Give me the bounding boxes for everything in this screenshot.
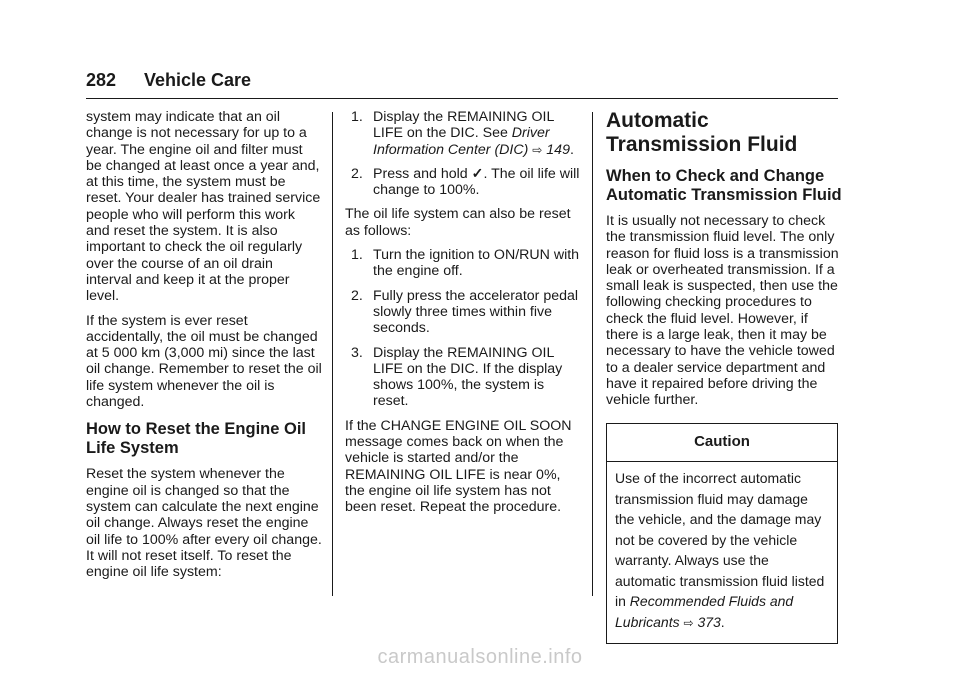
step-text-after: . The oil life will change to 100%. bbox=[373, 165, 580, 199]
caution-end: . bbox=[720, 613, 725, 630]
page-ref-arrow-icon: ⇨ bbox=[683, 615, 694, 630]
section-title: Vehicle Care bbox=[144, 70, 252, 90]
step-end: . bbox=[569, 141, 574, 158]
header-rule bbox=[86, 98, 838, 99]
fluids-reference-link[interactable]: Recommended Fluids and Lubricants bbox=[615, 593, 794, 630]
dic-page-ref[interactable]: 149 bbox=[546, 141, 570, 158]
paragraph-change-oil-soon: If the CHANGE ENGINE OIL SOON message comes back on when the vehicle is started and/or the REMAINING OIL LIFE is near 0%, the engine oil life system has not been reset. Repeat the procedure. bbox=[345, 417, 572, 516]
step-text: Display the REMAINING OIL LIFE on the DIC. See bbox=[373, 109, 554, 142]
column-2 bbox=[345, 109, 581, 524]
step-number: 3. bbox=[351, 344, 363, 361]
caution-box bbox=[606, 423, 838, 645]
fluids-page-ref[interactable]: 373 bbox=[697, 613, 721, 630]
paragraph-accidental-reset: If the system is ever reset accidentally, the oil must be changed at 5 000 km (3,000 mi) since the last oil change. Remember to reset the oil life system whenever the oil is changed. bbox=[86, 312, 322, 411]
paragraph-reset-instructions: Reset the system whenever the engine oil is changed so that the system can calculate the next engine oil change. Always reset the engine oil life to 100% after every oil change. It will not reset itself. To reset the engine oil life system: bbox=[86, 466, 322, 581]
page-number: 282 bbox=[86, 70, 117, 90]
heading-when-to-check: When to Check and Change Automatic Transmission Fluid bbox=[606, 167, 842, 204]
caution-text: Use of the incorrect automatic transmission fluid may damage the vehicle, and the damage may not be covered by the vehicle warranty. Always use the automatic transmission fluid listed in bbox=[615, 470, 825, 610]
column-3 bbox=[606, 109, 842, 644]
page-header bbox=[86, 70, 838, 102]
step-number: 2. bbox=[351, 287, 363, 304]
caution-body bbox=[607, 462, 837, 643]
caution-title: Caution bbox=[607, 424, 837, 463]
paragraph-alternate-reset: The oil life system can also be reset as follows: bbox=[345, 206, 571, 239]
step-b-3 bbox=[351, 345, 581, 410]
column-divider-1 bbox=[332, 112, 333, 596]
step-number: 2. bbox=[351, 165, 363, 182]
page-ref-arrow-icon: ⇨ bbox=[532, 142, 543, 157]
watermark: carmanualsonline.info bbox=[377, 646, 583, 668]
step-number: 1. bbox=[351, 109, 363, 125]
step-number: 1. bbox=[351, 247, 363, 264]
column-1 bbox=[86, 109, 322, 588]
column-divider-2 bbox=[592, 112, 593, 596]
paragraph-transmission-fluid: It is usually not necessary to check the transmission fluid level. The only reason for fluid loss is a transmission leak or overheated transmission. If a small leak is suspected, then use the following checking procedures to check the fluid level. However, if there is a large leak, then it may be necessary to have the vehicle towed to a dealer service department and have it repaired before driving the vehicle further. bbox=[606, 213, 839, 409]
step-a-2 bbox=[351, 166, 581, 199]
heading-automatic-transmission-fluid: Automatic Transmission Fluid bbox=[606, 109, 798, 156]
step-b-2 bbox=[351, 288, 581, 337]
heading-reset-oil-life: How to Reset the Engine Oil Life System bbox=[86, 420, 307, 458]
checkmark-icon: ✓ bbox=[471, 165, 484, 182]
paragraph-oil-change-interval: system may indicate that an oil change is not necessary for up to a year. The engine oil and filter must be changed at least once a year and, at this time, the system must be reset. Your dealer has trained service people who will perform this work and reset the system. It is also important to check the oil regularly over the course of an oil drain interval and keep it at the proper level. bbox=[86, 109, 321, 305]
step-text-before: Press and hold bbox=[373, 165, 472, 182]
step-text: Turn the ignition to ON/RUN with the engine off. bbox=[373, 247, 580, 280]
step-text: Fully press the accelerator pedal slowly three times within five seconds. bbox=[373, 287, 579, 337]
step-b-1 bbox=[351, 247, 581, 280]
step-a-1 bbox=[351, 109, 581, 158]
step-text: Display the REMAINING OIL LIFE on the DIC. If the display shows 100%, the system is reset. bbox=[373, 344, 563, 410]
dic-reference-link[interactable]: Driver Information Center (DIC) bbox=[373, 125, 550, 158]
